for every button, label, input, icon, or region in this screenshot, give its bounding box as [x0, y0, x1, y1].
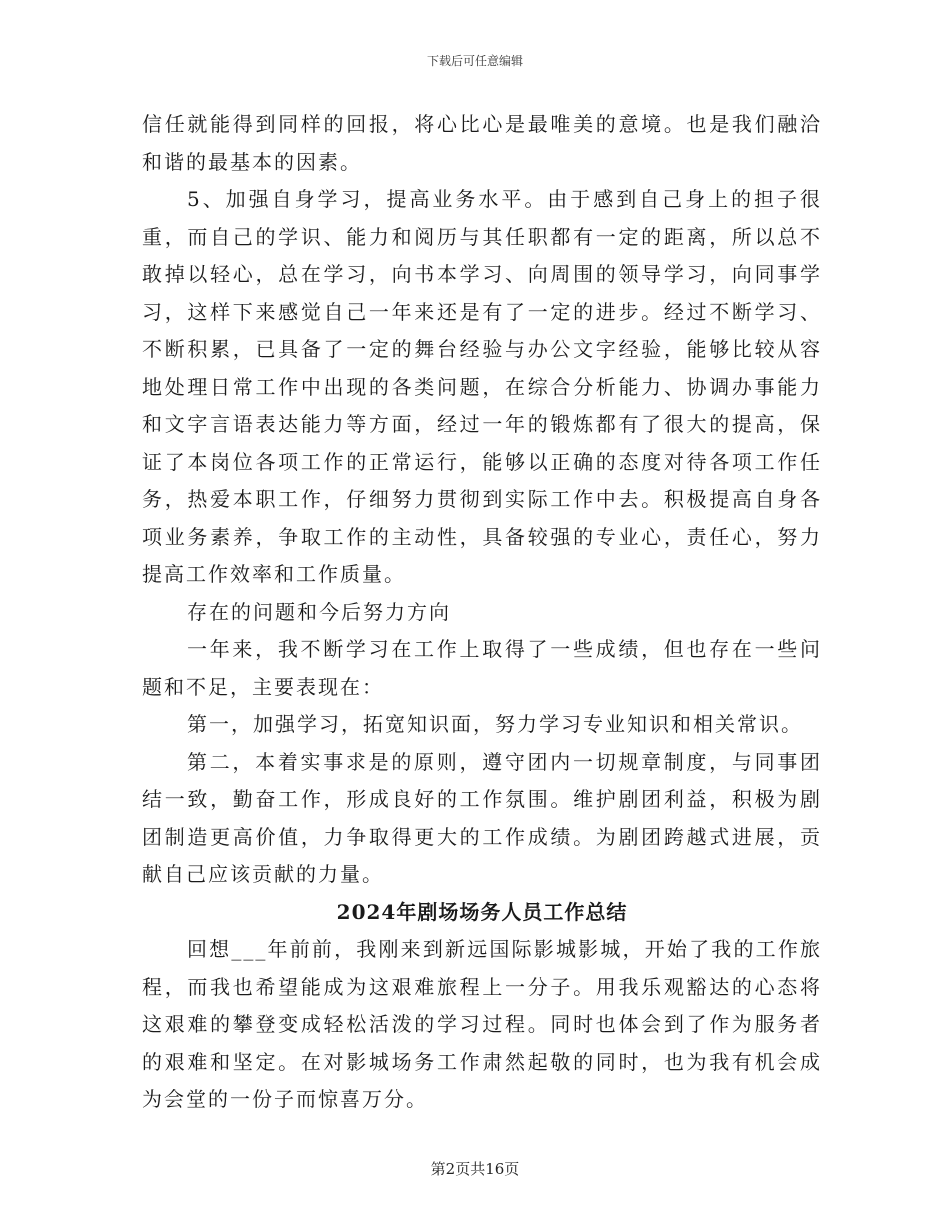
document-body — [142, 106, 822, 1119]
paragraph-2: 5、加强自身学习，提高业务水平。由于感到自己身上的担子很重，而自己的学识、能力和阅历与其任职都有一定的距离，所以总不敢掉以轻心，总在学习，向书本学习、向周围的领导学习，向同事学习，这样下来感觉自己一年来还是有了一定的进步。经过不断学习、不断积累，已具备了一定的舞台经验与办公文字经验，能够比较从容地处理日常工作中出现的各类问题，在综合分析能力、协调办事能力和文字言语表达能力等方面，经过一年的锻炼都有了很大的提高，保证了本岗位各项工作的正常运行，能够以正确的态度对待各项工作任务，热爱本职工作，仔细努力贯彻到实际工作中去。积极提高自身各项业务素养，争取工作的主动性，具备较强的专业心，责任心，努力提高工作效率和工作质量。 — [142, 187, 822, 586]
page-header: 下载后可任意编辑 — [426, 54, 523, 68]
paragraph-4: 一年来，我不断学习在工作上取得了一些成绩，但也存在一些问题和不足，主要表现在： — [142, 637, 822, 699]
paragraph-3: 存在的问题和今后努力方向 — [187, 599, 451, 624]
page-footer: 第2页共16页 — [430, 1160, 520, 1178]
paragraph-7: 回想___年前前，我刚来到新远国际影城影城，开始了我的工作旅程，而我也希望能成为这艰难旅程上一分子。用我乐观豁达的心态将这艰难的攀登变成轻松活泼的学习过程。同时也体会到了作为服务者的艰难和坚定。在对影城场务工作肃然起敬的同时，也为我有机会成为会堂的一份子而惊喜万分。 — [142, 937, 822, 1111]
paragraph-6: 第二，本着实事求是的原则，遵守团内一切规章制度，与同事团结一致，勤奋工作，形成良好的工作氛围。维护剧团利益，积极为剧团制造更高价值，力争取得更大的工作成绩。为剧团跨越式进展，贡献自己应该贡献的力量。 — [142, 749, 822, 886]
section-title: 2024年剧场场务人员工作总结 — [336, 899, 628, 924]
paragraph-1: 信任就能得到同样的回报，将心比心是最唯美的意境。也是我们融洽和谐的最基本的因素。 — [142, 112, 822, 174]
paragraph-5: 第一，加强学习，拓宽知识面，努力学习专业知识和相关常识。 — [187, 712, 803, 736]
